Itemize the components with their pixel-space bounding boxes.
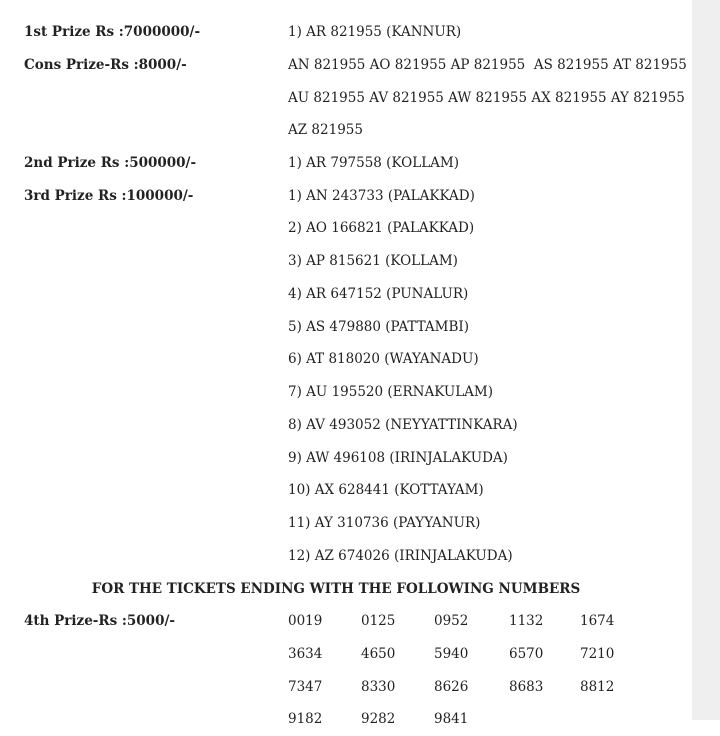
number-row	[0, 638, 692, 671]
winner-ticket: 8) AV 493052 (NEYYATTINKARA)	[288, 417, 518, 433]
winner-row	[0, 278, 692, 311]
ending-number: 0125	[361, 613, 396, 629]
prize-label: 2nd Prize Rs :500000/-	[24, 155, 197, 171]
ending-number: 5940	[434, 646, 469, 662]
winner-ticket: 3) AP 815621 (KOLLAM)	[288, 253, 458, 269]
winner-ticket: 6) AT 818020 (WAYANADU)	[288, 351, 479, 367]
winner-ticket: 11) AY 310736 (PAYYANUR)	[288, 515, 481, 531]
ending-number: 7347	[288, 679, 323, 695]
ending-numbers-heading: FOR THE TICKETS ENDING WITH THE FOLLOWING NUMBERS	[91, 581, 581, 597]
prize-label: 1st Prize Rs :7000000/-	[24, 24, 201, 40]
winner-row	[0, 245, 692, 278]
cons-tickets-line: AZ 821955	[288, 122, 363, 138]
ending-number: 8812	[580, 679, 615, 695]
winner-row	[0, 343, 692, 376]
winner-ticket: 1) AR 797558 (KOLLAM)	[288, 155, 460, 171]
winner-row	[0, 474, 692, 507]
winner-ticket: 1) AR 821955 (KANNUR)	[288, 24, 462, 40]
ending-number: 1674	[580, 613, 615, 629]
prize-row-4th	[0, 605, 692, 638]
winner-row	[0, 540, 692, 573]
ending-number: 7210	[580, 646, 615, 662]
winner-row	[0, 507, 692, 540]
ending-number: 8330	[361, 679, 396, 695]
winner-ticket: 10) AX 628441 (KOTTAYAM)	[288, 482, 484, 498]
side-panel	[692, 0, 720, 720]
ending-number: 9841	[434, 711, 469, 727]
ending-number: 8683	[509, 679, 544, 695]
prize-row-1st	[0, 16, 692, 49]
ending-number: 3634	[288, 646, 323, 662]
winner-row	[0, 212, 692, 245]
ending-number: 9182	[288, 711, 323, 727]
winner-ticket: 1) AN 243733 (PALAKKAD)	[288, 188, 475, 204]
ending-number: 6570	[509, 646, 544, 662]
ending-number: 0952	[434, 613, 469, 629]
prize-row-cons	[0, 49, 692, 82]
prize-row-2nd	[0, 147, 692, 180]
ending-number: 4650	[361, 646, 396, 662]
winner-row	[0, 442, 692, 475]
prize-label: Cons Prize-Rs :8000/-	[24, 57, 187, 73]
winner-ticket: 9) AW 496108 (IRINJALAKUDA)	[288, 450, 508, 466]
winner-ticket: 7) AU 195520 (ERNAKULAM)	[288, 384, 494, 400]
winner-row	[0, 376, 692, 409]
ending-number: 8626	[434, 679, 469, 695]
cons-tickets-line: AU 821955 AV 821955 AW 821955 AX 821955 AY 821955	[288, 90, 685, 106]
winner-row	[0, 409, 692, 442]
ending-number: 0019	[288, 613, 323, 629]
cons-row	[0, 114, 692, 147]
winner-ticket: 4) AR 647152 (PUNALUR)	[288, 286, 469, 302]
winner-ticket: 2) AO 166821 (PALAKKAD)	[288, 220, 475, 236]
prize-row-3rd	[0, 180, 692, 213]
cons-row	[0, 82, 692, 115]
winner-ticket: 12) AZ 674026 (IRINJALAKUDA)	[288, 548, 513, 564]
ending-number: 9282	[361, 711, 396, 727]
section-heading-row	[0, 573, 692, 606]
cons-tickets-line: AN 821955 AO 821955 AP 821955 AS 821955 AT 821955	[288, 57, 687, 73]
prize-label: 3rd Prize Rs :100000/-	[24, 188, 194, 204]
prize-label: 4th Prize-Rs :5000/-	[24, 613, 176, 629]
winner-row	[0, 311, 692, 344]
winner-ticket: 5) AS 479880 (PATTAMBI)	[288, 319, 469, 335]
number-row	[0, 671, 692, 704]
ending-number: 1132	[509, 613, 544, 629]
